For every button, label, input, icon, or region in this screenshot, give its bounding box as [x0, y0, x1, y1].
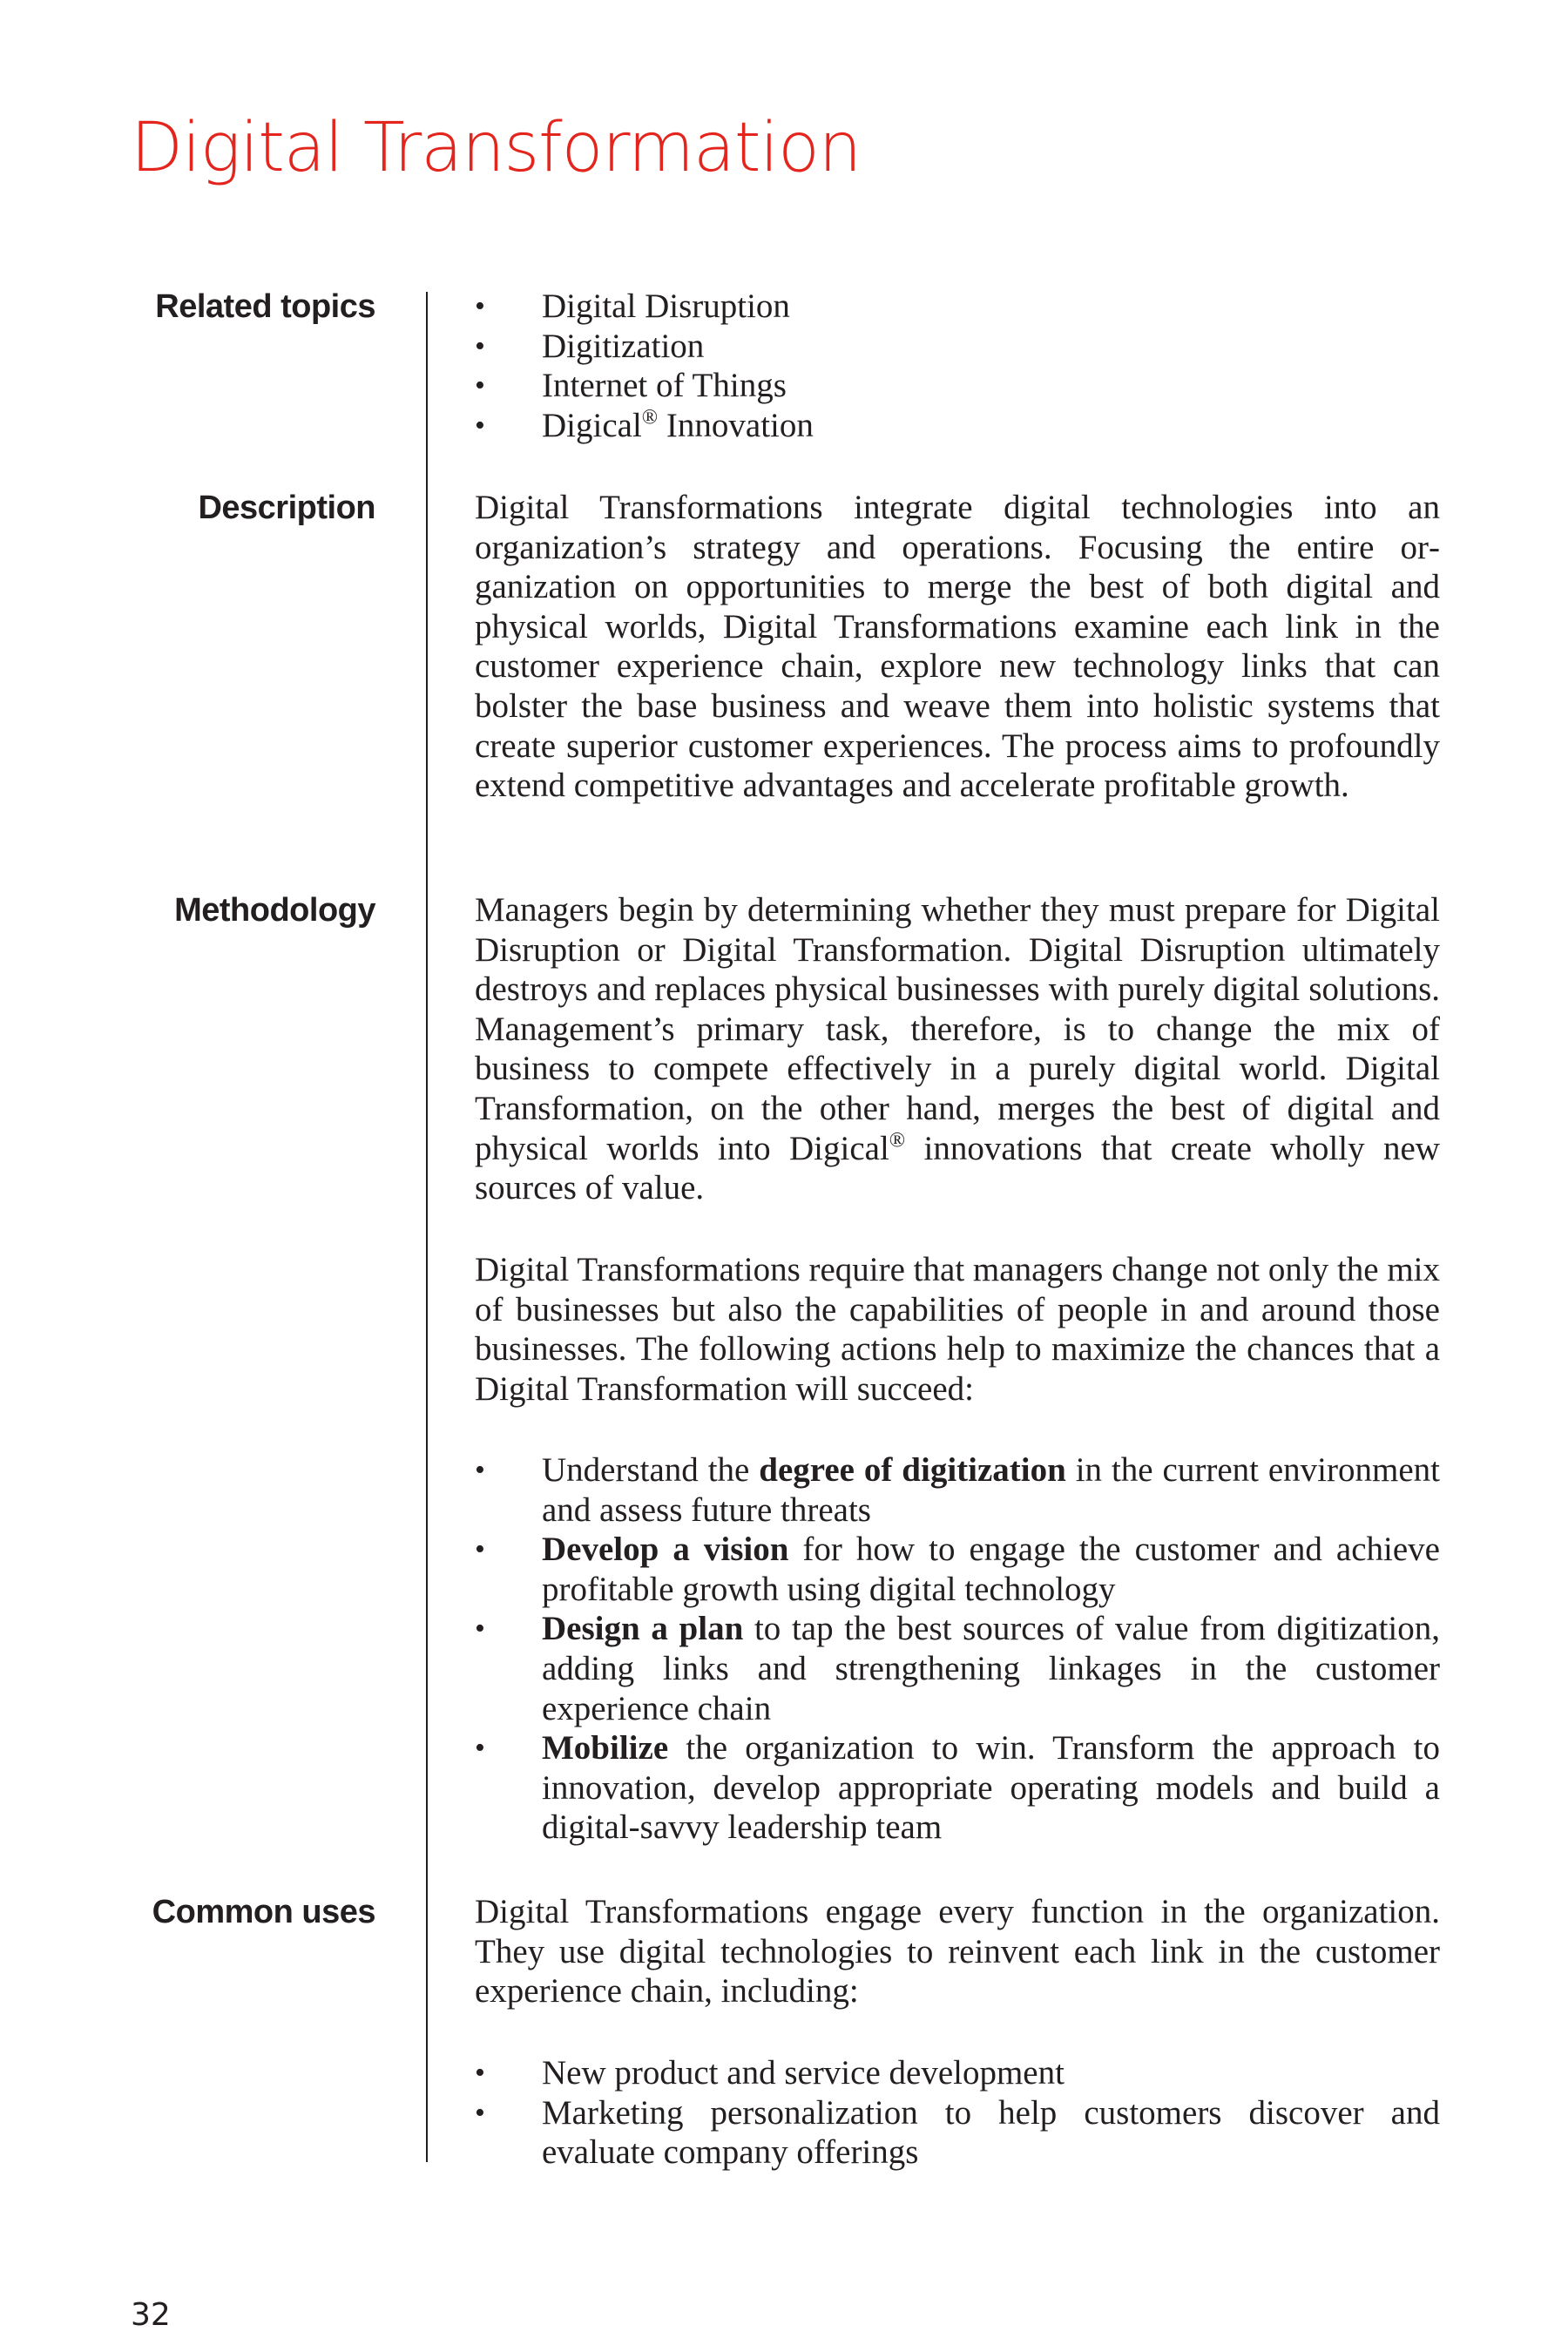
action-item: • Design a plan to tap the best sources of value from digitization, adding links and strengthening linkages in the customer experience chain — [475, 1609, 1440, 1728]
common-uses-list — [475, 2053, 1440, 2173]
methodology-paragraph: Managers begin by determining whether they must prepare for Digital Disruption or Digital Transformation. Digital Disruption ultimately destroys and replaces physical businesses with purely digital solutions. Management’s primary task, therefore, is to change the mix of business to compete effectively in a purely digital world. Digital Transformation, on the other hand, merges the best of digital and physical worlds into Digical® innovations that create wholly new sources of value. — [475, 891, 1440, 1207]
vertical-divider — [426, 292, 428, 2162]
section-label-common-uses: Common uses — [152, 1894, 375, 1930]
description-section — [475, 488, 1440, 806]
registered-mark: ® — [889, 1128, 906, 1152]
methodology-paragraph: Digital Transformations require that managers change not only the mix of businesses but also the capabilities of people in and around those businesses. The following actions help to maximize the chances that a Digital Transformation will succeed: — [475, 1251, 1441, 1408]
section-label-related-topics: Related topics — [155, 288, 375, 325]
common-uses-section — [475, 1892, 1440, 2011]
action-item: • Mobilize the organization to win. Transform the approach to innovation, develop appropriate operating models and build a digital-savvy leadership team — [475, 1728, 1440, 1848]
page-number: 32 — [131, 2297, 171, 2333]
methodology-section-continued — [475, 1250, 1440, 1409]
methodology-section — [475, 890, 1440, 1208]
action-item: • Develop a vision for how to engage the customer and achieve profitable growth using digital technology — [475, 1530, 1440, 1609]
methodology-actions — [475, 1450, 1440, 1848]
section-label-methodology: Methodology — [174, 892, 375, 929]
action-item: • Understand the degree of digitization in the current environment and assess future threats — [475, 1450, 1440, 1530]
registered-mark: ® — [641, 405, 659, 429]
related-topic-item: • Digical® Innovation — [475, 406, 1440, 446]
related-topic-item: • Internet of Things — [475, 366, 1440, 406]
related-topics-section — [475, 287, 1440, 445]
common-use-item: • Marketing personalization to help customers discover and evaluate company offerings — [475, 2093, 1440, 2173]
common-uses-examples — [475, 2053, 1440, 2173]
related-topics-list — [475, 287, 1440, 445]
common-uses-paragraph: Digital Transformations engage every function in the organization. They use digital technologies to reinvent each link in the customer experience chain, including: — [475, 1893, 1440, 2011]
methodology-actions-list — [475, 1450, 1440, 1848]
section-label-description: Description — [198, 490, 375, 526]
related-topic-item: • Digital Disruption — [475, 287, 1440, 327]
common-use-item: • New product and service development — [475, 2053, 1440, 2093]
description-paragraph: Digital Transformations integrate digital technologies into an organization’s strategy and operations. Focusing the entire organization on opportunities to merge the best of both digital and physical worlds, Digital Transformations examine each link in the customer experience chain, explore new technology links that can bolster the base business and weave them into holistic systems that create superior customer experiences. The process aims to profoundly extend competitive advantages and accelerate profitable growth. — [475, 489, 1440, 805]
page-title: Digital Transformation — [131, 109, 862, 187]
related-topic-item: • Digitization — [475, 327, 1440, 367]
